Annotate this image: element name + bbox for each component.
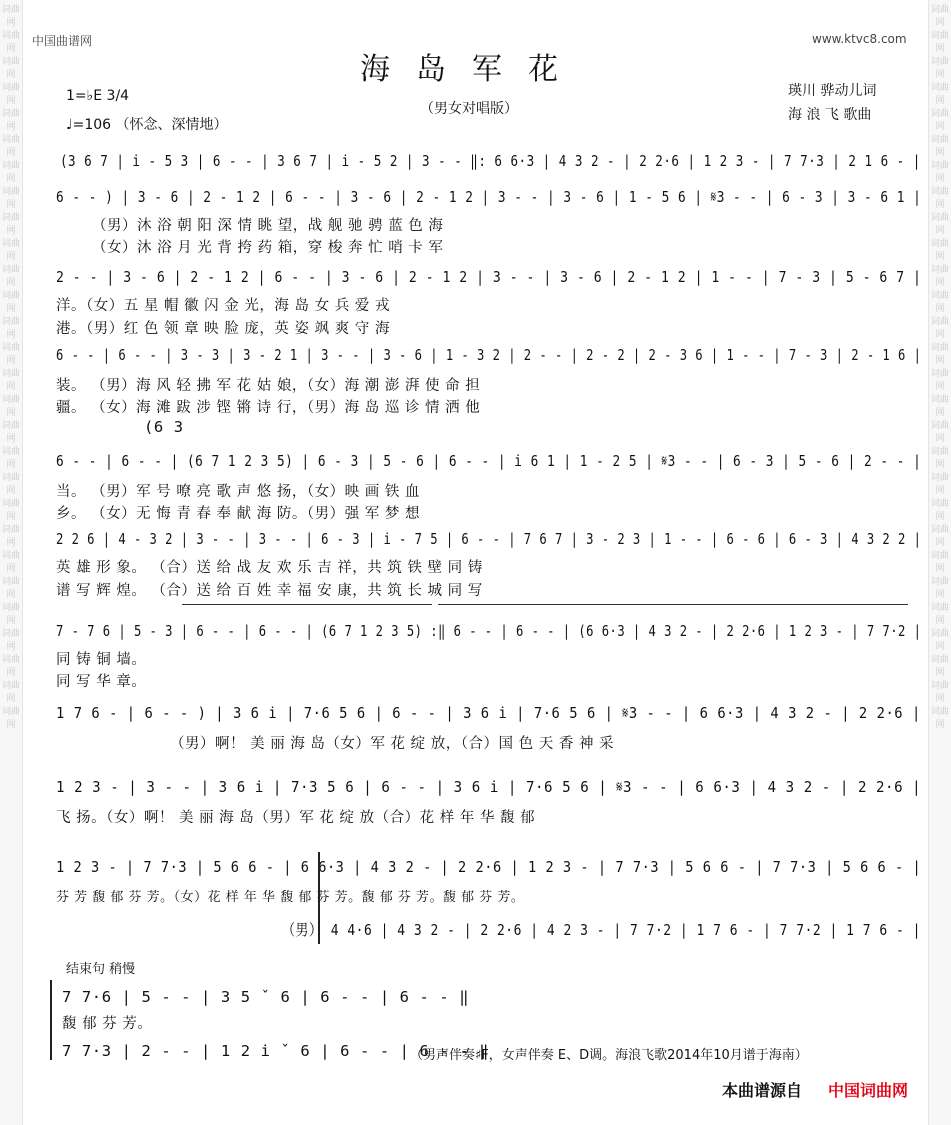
side-watermark-text: 词曲网 [1, 499, 20, 522]
site-label-left: 中国曲谱网 [32, 34, 93, 48]
ending-lyric: 馥 郁 芬 芳。 [62, 1016, 153, 1032]
side-watermark-text: 词曲网 [930, 655, 949, 678]
score-line-5-notation: 6 - - | 6 - - | (6 7 1 2 3 5) | 6 - 3 | 5 - 6 | 6 - - | i̇ 6 1 | 1 - 2 5 | 𝄋3 - - | 6 - 3 | 5 - 6 | 2 - - | [56, 452, 922, 470]
side-watermark-text: 词曲网 [930, 187, 949, 210]
side-watermark-text: 词曲网 [930, 525, 949, 548]
ending-label: 结束句 稍慢 [66, 962, 136, 977]
side-watermark-text: 词曲网 [1, 5, 20, 28]
side-watermark-text: 词曲网 [930, 265, 949, 288]
side-watermark-text: 词曲网 [1, 551, 20, 574]
side-watermark-text: 词曲网 [930, 31, 949, 54]
side-watermark-text: 词曲网 [930, 499, 949, 522]
score-line-6-notation: 2 2 6 | 4 - 3 2 | 3 - - | 3 - - | 6 - 3 | i̇ - 7 5 | 6 - - | 7 6 7 | 3 - 2 3 | 1 - - | 6 - 6 | 6 - 3 | 4 3 2 2 | [56, 530, 922, 548]
side-watermark-text: 词曲网 [930, 343, 949, 366]
side-watermark-text: 词曲网 [1, 655, 20, 678]
site-label-right: www.ktvc8.com [812, 32, 907, 46]
source-label: 本曲谱源自 [722, 1081, 803, 1100]
score-line-7-notation: 7 - 7 6 | 5 - 3 | 6 - - | 6 - - | (6 7 1 2 3 5) :‖ 6 - - | 6 - - | (6 6·3 | 4 3 2 - | 2 2·6 | 1 2 3 - | 7 7·2 | [56, 622, 922, 640]
side-watermark-text: 词曲网 [930, 83, 949, 106]
score-line-6-lyric-2: 谱 写 辉 煌。 （合）送 给 百 姓 幸 福 安 康，共 筑 长 城 同 写 [56, 583, 483, 599]
score-line-5-lyric-2: 乡。 （女）无 悔 青 春 奉 献 海 防。（男）强 军 梦 想 [56, 506, 420, 522]
side-watermark-text: 词曲网 [1, 447, 20, 470]
lyricist-credit: 瑛川 骅动儿词 [788, 83, 877, 99]
side-watermark-text: 词曲网 [1, 109, 20, 132]
right-watermark-strip [928, 0, 951, 1125]
score-line-9-lyric: 飞 扬。（女）啊！ 美 丽 海 岛（男）军 花 绽 放（合）花 样 年 华 馥 郁 [56, 810, 536, 826]
side-watermark-text: 词曲网 [1, 291, 20, 314]
side-watermark-text: 词曲网 [1, 239, 20, 262]
side-watermark-text: 词曲网 [930, 291, 949, 314]
score-line-8-lyric: （男）啊！ 美 丽 海 岛（女）军 花 绽 放，（合）国 色 天 香 神 采 [170, 736, 615, 752]
side-watermark-text: 词曲网 [930, 239, 949, 262]
score-line-2-lyric-1: （男）沐 浴 朝 阳 深 情 眺 望，战 舰 驰 骋 蓝 色 海 [92, 218, 444, 234]
side-watermark-text: 词曲网 [1, 629, 20, 652]
key-signature: 1=♭E 3/4 [66, 88, 130, 104]
side-watermark-text: 词曲网 [930, 473, 949, 496]
score-line-4-extra: (6 3 [144, 418, 184, 436]
composer-credit: 海 浪 飞 歌曲 [788, 107, 872, 123]
side-watermark-text: 词曲网 [930, 551, 949, 574]
score-line-3-notation: 2 - - | 3 - 6 | 2 - 1 2 | 6 - - | 3 - 6 | 2 - 1 2 | 3 - - | 3 - 6 | 2 - 1 2 | 1 - - | 7 - 3 | 5 - 6 7 | [56, 268, 922, 286]
tempo-marking: ♩=106 （怀念、深情地） [66, 117, 228, 133]
side-watermark-text: 词曲网 [930, 395, 949, 418]
side-watermark-text: 词曲网 [1, 213, 20, 236]
score-line-2-lyric-2: （女）沐 浴 月 光 背 挎 药 箱，穿 梭 奔 忙 哨 卡 军 [92, 240, 444, 256]
side-watermark-text: 词曲网 [1, 577, 20, 600]
side-watermark-text: 词曲网 [1, 161, 20, 184]
source-site[interactable]: 中国词曲网 [828, 1081, 909, 1100]
side-watermark-text: 词曲网 [1, 603, 20, 626]
score-line-5-lyric-1: 当。 （男）军 号 嘹 亮 歌 声 悠 扬，（女）映 画 铁 血 [56, 484, 420, 500]
side-watermark-text: 词曲网 [1, 395, 20, 418]
song-subtitle: （男女对唱版） [420, 101, 518, 117]
side-watermark-text: 词曲网 [1, 473, 20, 496]
side-watermark-text: 词曲网 [1, 343, 20, 366]
ending-bottom-notation: 7 7·3 | 2 - - | 1 2 i̇ ˇ 6 | 6 - - | 6 - - ‖ [62, 1042, 490, 1060]
side-watermark-text: 词曲网 [1, 369, 20, 392]
side-watermark-text: 词曲网 [1, 421, 20, 444]
score-line-11-notation: （男） 4 4·6 | 4 3 2 - | 2 2·6 | 4 2 3 - | 7 7·2 | 1 7 6 - | 7 7·2 | 1 7 6 - | [282, 921, 921, 939]
side-watermark-text: 词曲网 [930, 317, 949, 340]
side-watermark-text: 词曲网 [930, 369, 949, 392]
side-watermark-text: 词曲网 [930, 447, 949, 470]
volta-bracket-2 [438, 604, 908, 605]
side-watermark-text: 词曲网 [930, 135, 949, 158]
side-watermark-text: 词曲网 [930, 5, 949, 28]
score-line-7-lyric-1: 同 铸 铜 墙。 [56, 652, 147, 668]
score-line-1-notation: (3 6 7 | i̇ - 5 3 | 6 - - | 3 6 7 | i̇ - 5 2 | 3 - - ‖: 6 6·3 | 4 3 2 - | 2 2·6 | 1 2 3 - | 7 7·3 | 2 1 6 - | [60, 152, 921, 170]
ending-brace [50, 980, 52, 1060]
score-line-10-lyric: 芬 芳 馥 郁 芬 芳。（女）花 样 年 华 馥 郁 芬 芳。馥 郁 芬 芳。馥 郁 芬 芳。 [56, 890, 525, 905]
score-line-2-notation: 6 - - ) | 3 - 6 | 2 - 1 2 | 6 - - | 3 - 6 | 2 - 1 2 | 3 - - | 3 - 6 | 1 - 5 6 | 𝄋3 - - | 6 - 3 | 3 - 6 1 | [56, 188, 922, 206]
side-watermark-text: 词曲网 [930, 109, 949, 132]
score-line-7-lyric-2: 同 写 华 章。 [56, 674, 147, 690]
left-watermark-strip [0, 0, 23, 1125]
ending-top-notation: 7 7·6 | 5 - - | 3 5 ˇ 6 | 6 - - | 6 - - ‖ [62, 988, 470, 1006]
score-line-6-lyric-1: 英 雄 形 象。 （合）送 给 战 友 欢 乐 吉 祥，共 筑 铁 壁 同 铸 [56, 560, 483, 576]
side-watermark-text: 词曲网 [930, 213, 949, 236]
side-watermark-text: 词曲网 [1, 317, 20, 340]
volta-bracket-1 [182, 604, 432, 605]
score-line-4-lyric-2: 疆。 （女）海 滩 跋 涉 铿 锵 诗 行，（男）海 岛 巡 诊 情 洒 他 [56, 400, 481, 416]
score-line-4-lyric-1: 装。 （男）海 风 轻 拂 军 花 姑 娘，（女）海 潮 澎 湃 使 命 担 [56, 378, 481, 394]
score-line-10-notation: 1 2 3 - | 7 7·3 | 5 6 6 - | 6 6·3 | 4 3 2 - | 2 2·6 | 1 2 3 - | 7 7·3 | 5 6 6 - | 7 7·3 | 5 6 6 - | [56, 858, 922, 876]
side-watermark-text: 词曲网 [1, 57, 20, 80]
side-watermark-text: 词曲网 [930, 629, 949, 652]
side-watermark-text: 词曲网 [930, 161, 949, 184]
score-line-3-lyric-2: 港。（男）红 色 领 章 映 脸 庞，英 姿 飒 爽 守 海 [56, 321, 390, 337]
side-watermark-text: 词曲网 [930, 57, 949, 80]
side-watermark-text: 词曲网 [1, 135, 20, 158]
side-watermark-text: 词曲网 [930, 603, 949, 626]
side-watermark-text: 词曲网 [930, 421, 949, 444]
side-watermark-text: 词曲网 [930, 681, 949, 704]
score-line-8-notation: 1 7 6 - | 6 - - ) | 3 6 i̇ | 7·6 5 6 | 6 - - | 3 6 i̇ | 7·6 5 6 | 𝄋3 - - | 6 6·3 | 4 3 2 - | 2 2·6 | [56, 704, 921, 722]
song-title: 海岛军花 [360, 52, 584, 87]
side-watermark-text: 词曲网 [1, 187, 20, 210]
side-watermark-text: 词曲网 [1, 265, 20, 288]
score-line-4-notation: 6 - - | 6 - - | 3 - 3 | 3 - 2 1 | 3 - - | 3 - 6 | 1 - 3 2 | 2 - - | 2 - 2 | 2 - 3 6 | 1 - - | 7 - 3 | 2 - 1 6 | [56, 346, 922, 364]
side-watermark-text: 词曲网 [930, 707, 949, 730]
side-watermark-text: 词曲网 [1, 525, 20, 548]
side-watermark-text: 词曲网 [1, 707, 20, 730]
side-watermark-text: 词曲网 [1, 83, 20, 106]
footnote: （男声伴奏♯F，女声伴奏 E、D调。海浪飞歌2014年10月谱于海南） [410, 1048, 808, 1063]
side-watermark-text: 词曲网 [1, 681, 20, 704]
score-line-9-notation: 1 2 3 - | 3 - - | 3 6 i̇ | 7·3 5 6 | 6 - - | 3 6 i̇ | 7·6 5 6 | 𝄋3 - - | 6 6·3 | 4 3 2 - | 2 2·6 | [56, 778, 922, 796]
side-watermark-text: 词曲网 [1, 31, 20, 54]
score-line-3-lyric-1: 洋。（女）五 星 帽 徽 闪 金 光，海 岛 女 兵 爱 戎 [56, 298, 390, 314]
side-watermark-text: 词曲网 [930, 577, 949, 600]
